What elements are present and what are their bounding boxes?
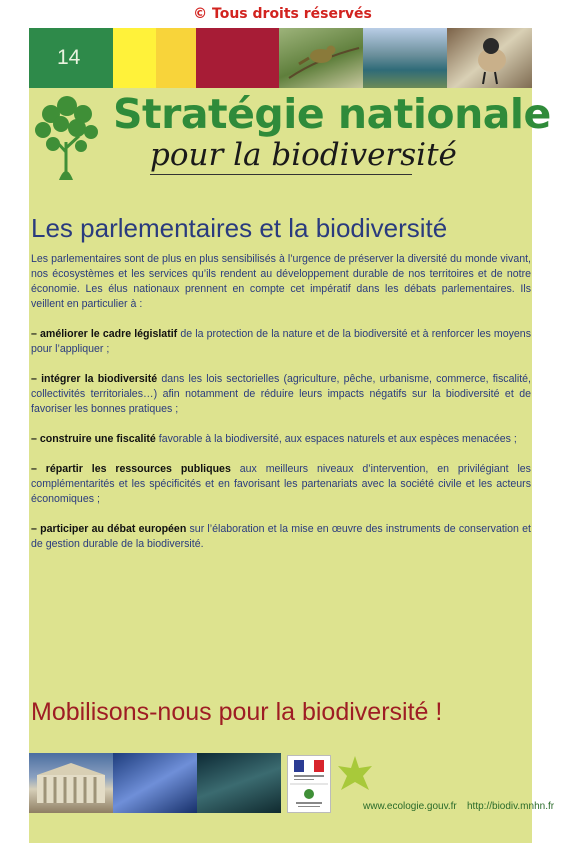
list-item: – participer au débat européen sur l’élaboration et la mise en œuvre des instruments de conservation et de gestion durable de la biodiversité.: [31, 523, 531, 550]
coast-photo: [363, 28, 447, 88]
page-number: 14: [29, 28, 113, 88]
government-logo: [287, 755, 331, 813]
copyright-notice: © Tous droits réservés: [193, 6, 372, 22]
yellow-block: [113, 28, 156, 88]
list-item: – répartir les ressources publiques aux meilleurs niveaux d’intervention, en privilégiant les complémentarités et les spécificités et en favorisant les partenariats avec la société civile et les acteurs économiques ;: [31, 463, 531, 505]
top-color-strip: [29, 28, 532, 88]
ecologie-link[interactable]: www.ecologie.gouv.fr: [363, 801, 457, 812]
list-item: – intégrer la biodiversité dans les lois sectorielles (agriculture, pêche, urbanisme, commerce, fiscalité, collectivités territoriales…) afin notamment de réduire leurs impacts négatifs sur la biodiversité et de favoriser les bonnes pratiques ;: [31, 373, 531, 415]
intro-paragraph: Les parlementaires sont de plus en plus sensibilisés à l’urgence de préserver la diversité du monde vivant, nos écosystèmes et les services qu’ils rendent au développement durable de nos territoires et de notre économie. Les élus nationaux prennent en compte cet impératif dans les débats parlementaires. Ils veillent en particulier à :: [31, 253, 531, 310]
poster-panel: [29, 28, 555, 843]
tree-logo-icon: [31, 92, 101, 182]
body-text: [31, 252, 531, 567]
mnhn-link[interactable]: http://biodiv.mnhn.fr: [467, 801, 555, 812]
title-sub: pour la biodiversité: [150, 137, 457, 173]
leaf-logo-icon: [335, 754, 375, 794]
fish-photo: [197, 753, 281, 813]
divers-photo: [113, 753, 197, 813]
yellow-orange-block: [156, 28, 196, 88]
parliament-photo: [29, 753, 113, 813]
list-item: – améliorer le cadre législatif de la protection de la nature et de la biodiversité et à renforcer les moyens pour l’appliquer ;: [31, 328, 531, 355]
red-block: [196, 28, 279, 88]
bird-photo: [279, 28, 363, 88]
stonechat-photo: [447, 28, 532, 88]
title-underline: [150, 174, 412, 175]
title-main: Stratégie nationale: [113, 90, 551, 138]
section-heading: Les parlementaires et la biodiversité: [31, 213, 448, 243]
slogan: Mobilisons-nous pour la biodiversité !: [31, 698, 443, 726]
list-item: – construire une fiscalité favorable à la biodiversité, aux espaces naturels et aux espèces menacées ;: [31, 433, 517, 445]
